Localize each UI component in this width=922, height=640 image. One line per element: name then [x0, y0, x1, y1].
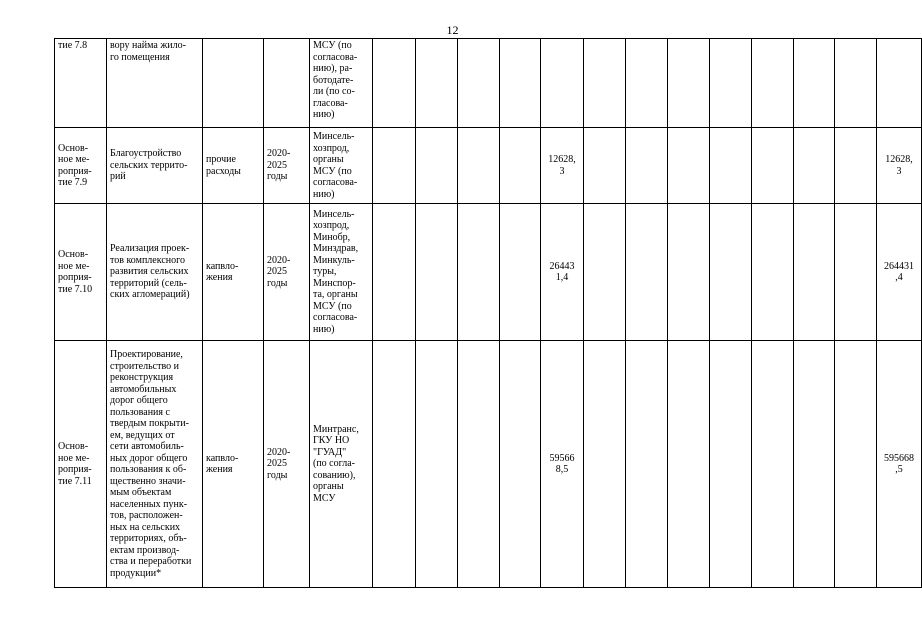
total-value-cell: 12628, 3: [877, 128, 922, 204]
measure-code: тие 7.8: [55, 39, 107, 128]
total-value-cell: 264431 ,4: [877, 204, 922, 341]
empty-cell: [500, 39, 541, 128]
executor: Минсель- хозпрод, органы МСУ (по согласова- нию): [310, 128, 373, 204]
period: 2020- 2025 годы: [264, 204, 310, 341]
empty-cell: [835, 341, 877, 588]
empty-cell: [835, 39, 877, 128]
table-row: [55, 39, 922, 128]
executor: МСУ (по согласова- нию), ра- ботодате- ли (по со- гласова- нию): [310, 39, 373, 128]
measure-code: Основ- ное ме- роприя- тие 7.10: [55, 204, 107, 341]
empty-cell: [668, 39, 710, 128]
empty-cell: [373, 128, 416, 204]
total-value-cell: 595668 ,5: [877, 341, 922, 588]
table-row: [55, 128, 922, 204]
page-number: 12: [446, 23, 459, 37]
cost-type: капвло- жения: [203, 204, 264, 341]
period: [264, 39, 310, 128]
period: 2020- 2025 годы: [264, 341, 310, 588]
empty-cell: [584, 39, 626, 128]
empty-cell: [752, 39, 794, 128]
empty-cell: [794, 128, 835, 204]
empty-cell: [752, 341, 794, 588]
empty-cell: [794, 341, 835, 588]
measures-table: [54, 38, 922, 588]
empty-cell: [835, 204, 877, 341]
executor: Минтранс, ГКУ НО "ГУАД" (по согла- сованию), органы МСУ: [310, 341, 373, 588]
empty-cell: [416, 39, 458, 128]
empty-cell: [710, 341, 752, 588]
empty-cell: [835, 128, 877, 204]
empty-cell: [458, 128, 500, 204]
empty-cell: [794, 204, 835, 341]
empty-cell: [626, 39, 668, 128]
empty-cell: [458, 341, 500, 588]
empty-cell: [500, 128, 541, 204]
empty-cell: [416, 128, 458, 204]
empty-cell: [626, 204, 668, 341]
empty-cell: [373, 39, 416, 128]
measure-name: Реализация проек- тов комплексного развития сельских территорий (сель- ских агломераций): [107, 204, 203, 341]
executor: Минсель- хозпрод, Минобр, Минздрав, Минкуль- туры, Минспор- та, органы МСУ (по согласова- нию): [310, 204, 373, 341]
measure-name: Проектирование, строительство и реконструкция автомобильных дорог общего пользования с твердым покрыти- ем, ведущих от сети автомобиль- ных дорог общего пользования к об- щественно значи- мым объектам населенных пунк- тов, расположен- ных на сельских территориях, объ- ектам производ- ства и переработки продукции*: [107, 341, 203, 588]
empty-cell: [710, 204, 752, 341]
measure-name: Благоустройство сельских террито- рий: [107, 128, 203, 204]
empty-cell: [668, 204, 710, 341]
value-cell: [541, 39, 584, 128]
empty-cell: [626, 341, 668, 588]
cost-type: [203, 39, 264, 128]
empty-cell: [752, 204, 794, 341]
empty-cell: [626, 128, 668, 204]
empty-cell: [373, 341, 416, 588]
empty-cell: [584, 128, 626, 204]
empty-cell: [458, 39, 500, 128]
empty-cell: [500, 204, 541, 341]
empty-cell: [668, 128, 710, 204]
empty-cell: [710, 128, 752, 204]
table-row: [55, 341, 922, 588]
measure-code: Основ- ное ме- роприя- тие 7.11: [55, 341, 107, 588]
measure-name: вору найма жило- го помещения: [107, 39, 203, 128]
cost-type: прочие расходы: [203, 128, 264, 204]
empty-cell: [373, 204, 416, 341]
cost-type: капвло- жения: [203, 341, 264, 588]
value-cell: 26443 1,4: [541, 204, 584, 341]
empty-cell: [752, 128, 794, 204]
value-cell: 12628, 3: [541, 128, 584, 204]
empty-cell: [710, 39, 752, 128]
empty-cell: [584, 341, 626, 588]
period: 2020- 2025 годы: [264, 128, 310, 204]
measure-code: Основ- ное ме- роприя- тие 7.9: [55, 128, 107, 204]
total-value-cell: [877, 39, 922, 128]
empty-cell: [500, 341, 541, 588]
value-cell: 59566 8,5: [541, 341, 584, 588]
empty-cell: [458, 204, 500, 341]
empty-cell: [416, 204, 458, 341]
empty-cell: [794, 39, 835, 128]
table-row: [55, 204, 922, 341]
empty-cell: [416, 341, 458, 588]
empty-cell: [668, 341, 710, 588]
empty-cell: [584, 204, 626, 341]
